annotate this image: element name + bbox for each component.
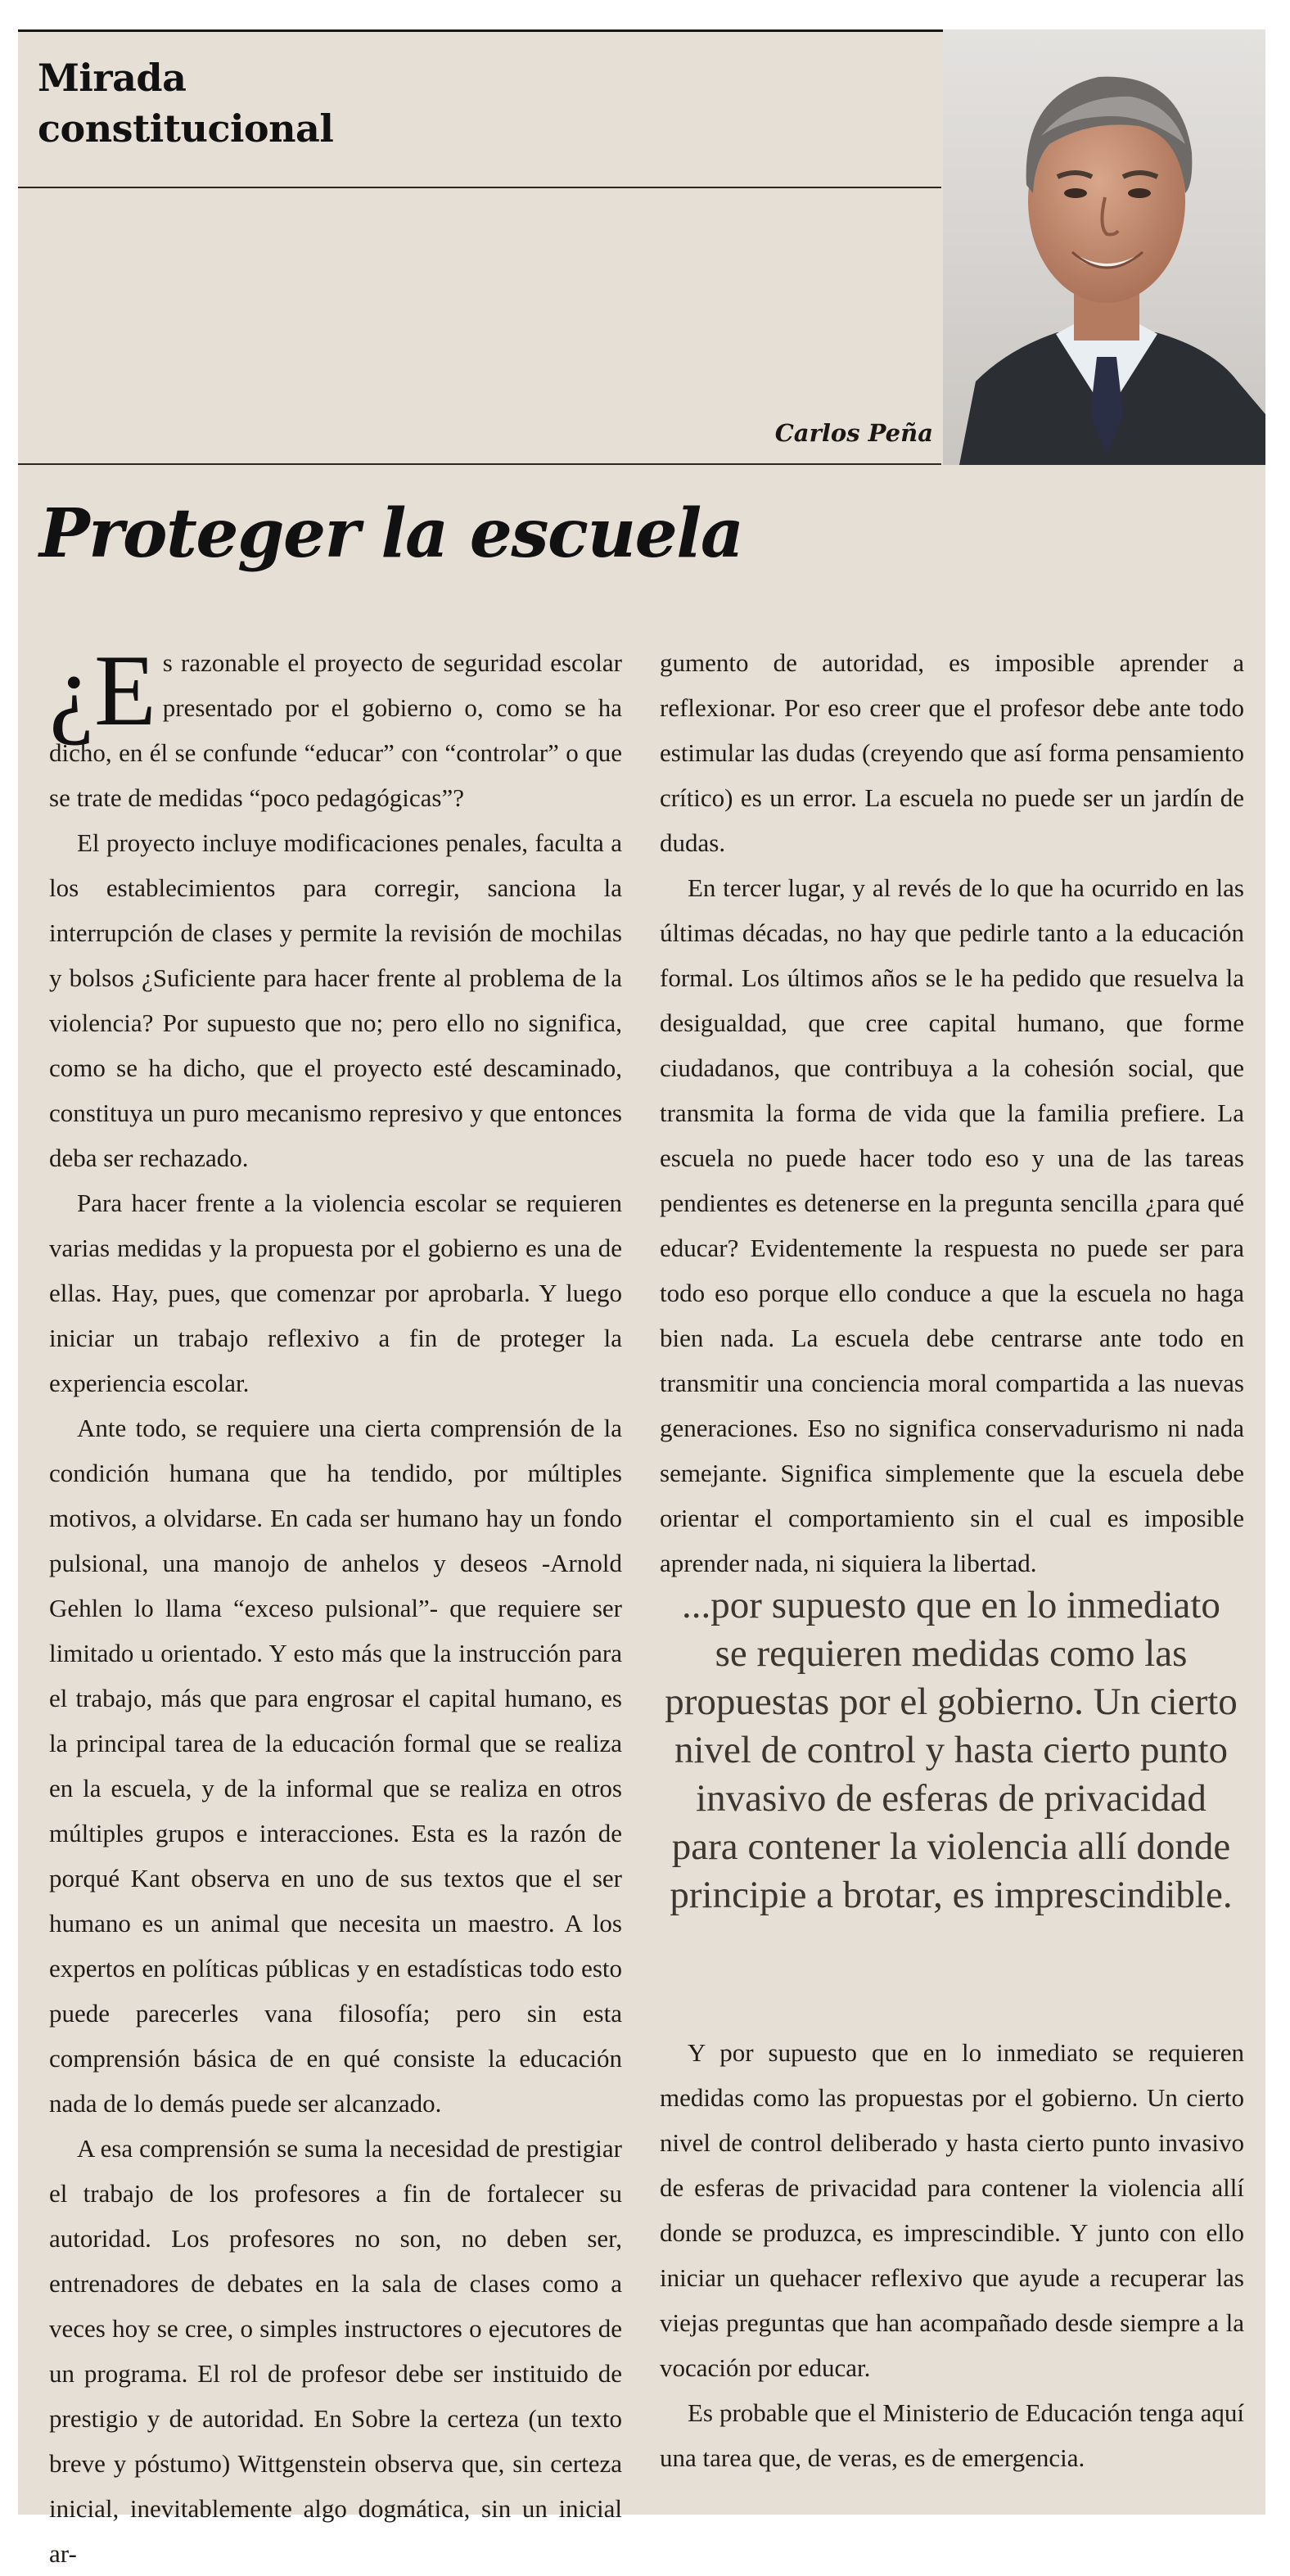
paragraph-9: Es probable que el Ministerio de Educación tenga aquí una tarea que, de veras, es de emergencia. [660,2398,1244,2472]
paragraph-2: El proyecto incluye modificaciones penales, faculta a los establecimientos para corregir, sanciona la interrupción de clases y permite la revisión de mochilas y bolsos ¿Suficiente para hacer frente al problema de la violencia? Por supuesto que no; pero ello no significa, como se ha dicho, que el proyecto esté descaminado, constituya un puro mecanismo represivo y que entonces deba ser rechazado. [49,828,622,1172]
right-column-top [660,640,1244,1586]
paragraph-7: En tercer lugar, y al revés de lo que ha ocurrido en las últimas décadas, no hay que pedirle tanto a la educación formal. Los últimos años se le ha pedido que resuelva la desigualdad, que cree capital humano, que forme ciudadanos, que contribuya a la cohesión social, que transmita la forma de vida que la familia prefiere. La escuela no puede hacer todo eso y una de las tareas pendientes es detenerse en la pregunta sencilla ¿para qué educar? Evidentemente la respuesta no puede ser para todo eso porque ello conduce a que la escuela no haga bien nada. La escuela debe centrarse ante todo en transmitir una conciencia moral compartida a las nuevas generaciones. Eso no significa conservadurismo ni nada semejante. Significa simplemente que la escuela debe orientar el comportamiento sin el cual es imposible aprender nada, ni siquiera la libertad. [660,873,1244,1577]
section-title [38,52,447,154]
pull-quote: ...por supuesto que en lo inmediato se requieren medidas como las propuestas por el gobierno. Un cierto nivel de control y hasta cierto punto invasivo de esferas de privacidad para contener la violencia allí donde principie a brotar, es imprescindible. [665,1584,1238,1916]
section-title-line1: Mirada [38,56,187,100]
right-column-bottom [660,2030,1244,2480]
section-title-line2: constitucional [38,106,334,151]
paragraph-5: A esa comprensión se suma la necesidad de prestigiar el trabajo de los profesores a fin de fortalecer su autoridad. Los profesores no son, no deben ser, entrenadores de debates en la sala de clases como a veces hoy se cree, o simples instructores o ejecutores de un programa. El rol de profesor debe ser instituido de prestigio y de autoridad. En Sobre la certeza (un texto breve y póstumo) Wittgenstein observa que, sin certeza inicial, inevitablemente algo dogmática, sin un inicial ar- [49,2134,622,2568]
paragraph-1-text: s razonable el proyecto de seguridad escolar presentado por el gobierno o, como se ha dicho, en él se confunde “educar” con “controlar” o que se trate de medidas “poco pedagógicas”? [49,648,622,812]
header-divider [18,187,941,188]
left-column [49,634,622,2576]
author-photo [943,29,1265,465]
paragraph-1 [49,634,622,820]
paragraph-8: Y por supuesto que en lo inmediato se requieren medidas como las propuestas por el gobierno. Un cierto nivel de control deliberado y hasta cierto punto invasivo de esferas de privacidad para contener la violencia allí donde se produzca, es imprescindible. Y junto con ello iniciar un quehacer reflexivo que ayude a recuperar las viejas preguntas que han acompañado desde siempre a la vocación por educar. [660,2038,1244,2382]
paragraph-4: Ante todo, se requiere una cierta comprensión de la condición humana que ha tendido, por múltiples motivos, a olvidarse. En cada ser humano hay un fondo pulsional, una manojo de anhelos y deseos -Arnold Gehlen lo llama “exceso pulsional”- que requiere ser limitado u orientado. Y esto más que la instrucción para el trabajo, más que para engrosar el capital humano, es la principal tarea de la educación formal que se realiza en la escuela, y de la informal que se realiza en otros múltiples grupos e interacciones. Esta es la razón de porqué Kant observa en uno de sus textos que el ser humano es un animal que necesita un maestro. A los expertos en políticas públicas y en estadísticas todo esto puede parecerles vana filosofía; pero sin esta comprensión básica de en qué consiste la educación nada de lo demás puede ser alcanzado. [49,1414,622,2118]
drop-cap: ¿E [49,634,156,747]
header-bottom-rule [18,463,941,465]
paragraph-3: Para hacer frente a la violencia escolar se requieren varias medidas y la propuesta por el gobierno es una de ellas. Hay, pues, que comenzar por aprobarla. Y luego iniciar un trabajo reflexivo a fin de proteger la experiencia escolar. [49,1189,622,1397]
newspaper-column-page [18,29,1265,2568]
author-name: Carlos Peña [774,419,933,447]
paragraph-6: gumento de autoridad, es imposible aprender a reflexionar. Por eso creer que el profesor debe ante todo estimular las dudas (creyendo que así forma pensamiento crítico) es un error. La escuela no puede ser un jardín de dudas. [660,648,1244,857]
article-headline: Proteger la escuela [39,494,743,573]
